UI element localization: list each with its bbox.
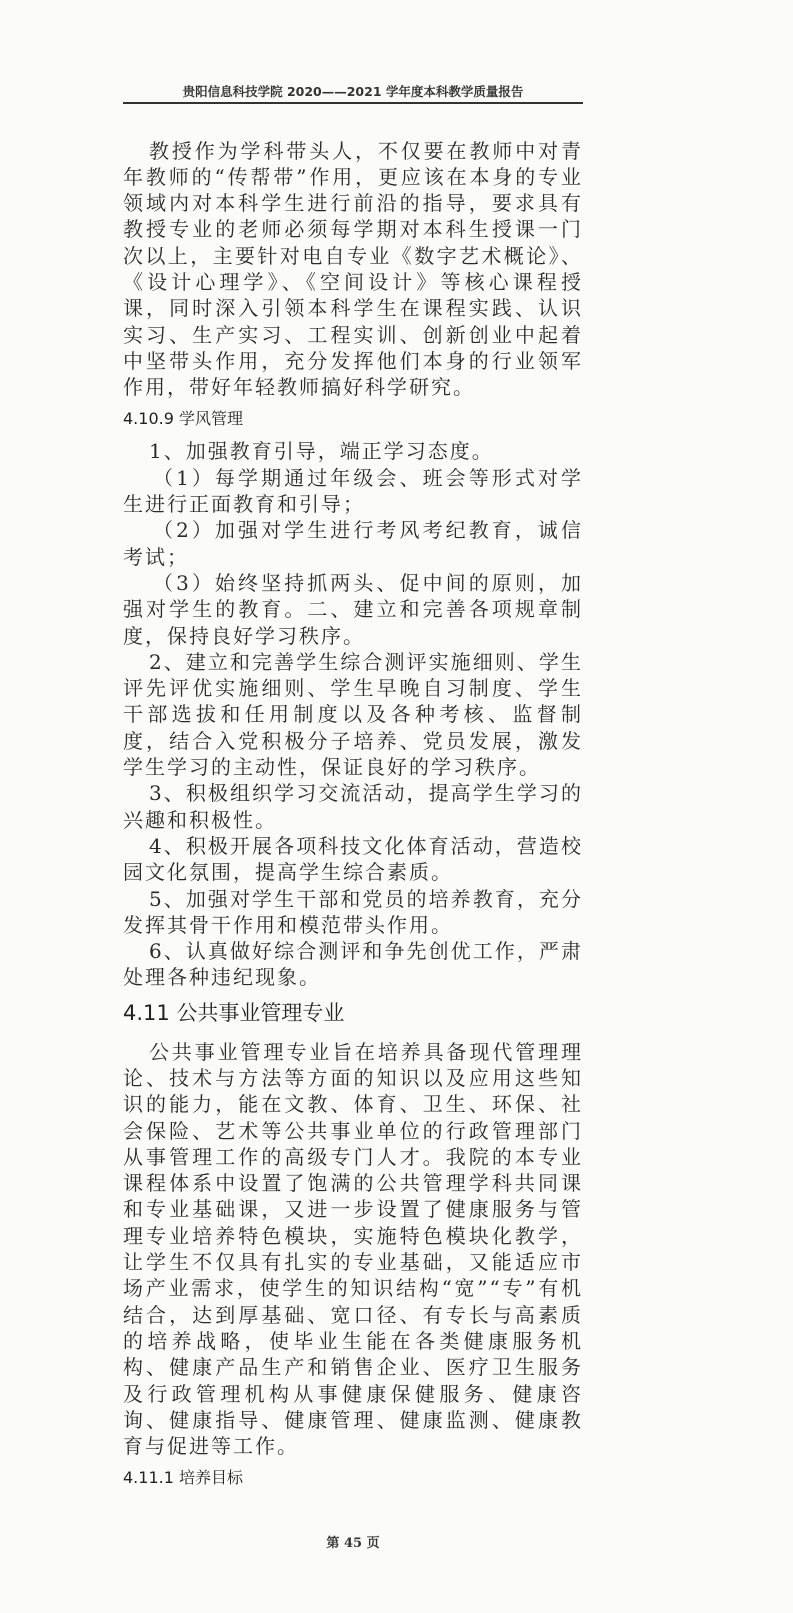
intro-paragraph: 教授作为学科带头人，不仅要在教师中对青年教师的“传帮带”作用，更应该在本身的专业领域内对本科学生进行前沿的指导，要求具有教授专业的老师必须每学期对本科生授课一门次以上，主要针对电自专业《数字艺术概论》、《设计心理学》、《空间设计》等核心课程授课，同时深入引领本科学生在课程实践、认识实习、生产实习、工程实训、创新创业中起着中坚带头作用，充分发挥他们本身的行业领军作用，带好年轻教师搞好科学研究。 <box>123 138 583 400</box>
list-item: 5、加强对学生干部和党员的培养教育，充分发挥其骨干作用和模范带头作用。 <box>123 886 583 937</box>
list-item: 2、建立和完善学生综合测评实施细则、学生评先评优实施细则、学生早晚自习制度、学生干部选拔和任用制度以及各种考核、监督制度，结合入党积极分子培养、党员发展，激发学生学习的主动性，保证良好的学习秩序。 <box>123 649 583 780</box>
heading-4-10-9: 4.10.9 学风管理 <box>123 409 243 429</box>
list-item: 3、积极组织学习交流活动，提高学生学习的兴趣和积极性。 <box>123 781 583 832</box>
public-affairs-section <box>123 1039 583 1460</box>
list-item: 1、加强教育引导，端正学习态度。 <box>149 439 494 464</box>
study-style-list <box>123 438 583 990</box>
list-item: （3）始终坚持抓两头、促中间的原则，加强对学生的教育。二、建立和完善各项规章制度，保持良好学习秩序。 <box>123 570 583 648</box>
list-item: 6、认真做好综合测评和争先创优工作，严肃处理各种违纪现象。 <box>123 939 583 990</box>
document-page <box>123 0 583 1613</box>
page-number: 第 45 页 <box>326 1536 380 1552</box>
heading-4-11: 4.11 公共事业管理专业 <box>123 1000 345 1025</box>
intro-section <box>123 138 583 401</box>
running-header: 贵阳信息科技学院 2020——2021 学年度本科教学质量报告 <box>182 84 524 99</box>
header-rule <box>123 102 583 104</box>
public-affairs-paragraph: 公共事业管理专业旨在培养具备现代管理理论、技术与方法等方面的知识以及应用这些知识的能力，能在文教、体育、卫生、环保、社会保险、艺术等公共事业单位的行政管理部门从事管理工作的高级专门人才。我院的本专业课程体系中设置了饱满的公共管理学科共同课和专业基础课，又进一步设置了健康服务与管理专业培养特色模块，实施特色模块化教学，让学生不仅具有扎实的专业基础，又能适应市场产业需求，使学生的知识结构“宽”“专”有机结合，达到厚基础、宽口径、有专长与高素质的培养战略，使毕业生能在各类健康服务机构、健康产品生产和销售企业、医疗卫生服务及行政管理机构从事健康保健服务、健康咨询、健康指导、健康管理、健康监测、健康教育与促进等工作。 <box>123 1039 583 1459</box>
heading-4-11-1: 4.11.1 培养目标 <box>123 1468 243 1488</box>
list-item: （2）加强对学生进行考风考纪教育，诚信考试； <box>123 518 583 569</box>
list-item: 4、积极开展各项科技文化体育活动，营造校园文化氛围，提高学生综合素质。 <box>123 833 583 885</box>
list-item: （1）每学期通过年级会、班会等形式对学生进行正面教育和引导； <box>123 465 583 517</box>
